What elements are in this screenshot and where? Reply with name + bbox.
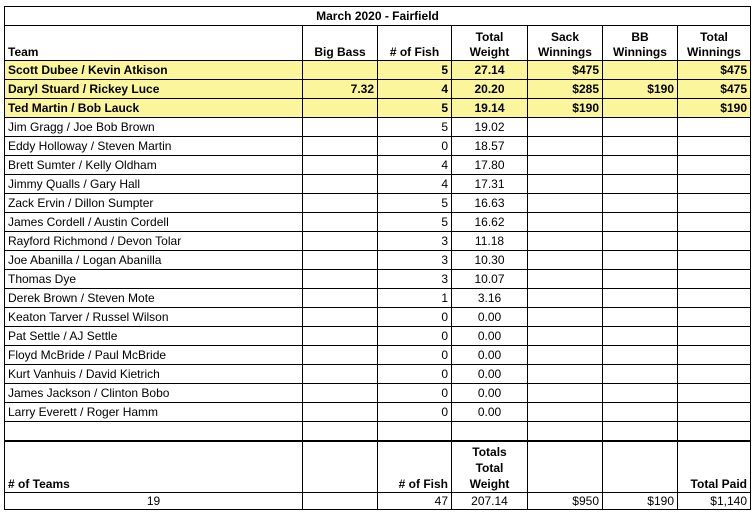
table-row bbox=[5, 327, 751, 346]
footer-value-row bbox=[5, 493, 751, 510]
cell-total bbox=[678, 137, 751, 156]
header-tw-line2: Winnings bbox=[687, 45, 741, 59]
cell-weight: 10.30 bbox=[452, 251, 528, 270]
cell-fish: 3 bbox=[378, 270, 452, 289]
footer-num-fish: 47 bbox=[378, 493, 452, 510]
header-num-fish: # of Fish bbox=[378, 26, 452, 61]
cell-sack bbox=[528, 270, 603, 289]
table-row bbox=[5, 308, 751, 327]
cell-fish: 5 bbox=[378, 213, 452, 232]
cell-weight: 0.00 bbox=[452, 365, 528, 384]
cell-fish: 0 bbox=[378, 346, 452, 365]
cell-big-bass bbox=[303, 251, 378, 270]
cell-fish: 1 bbox=[378, 289, 452, 308]
cell-big-bass bbox=[303, 232, 378, 251]
cell-team: Rayford Richmond / Devon Tolar bbox=[5, 232, 303, 251]
cell-sack bbox=[528, 175, 603, 194]
team-rows bbox=[5, 61, 751, 422]
cell-weight: 0.00 bbox=[452, 346, 528, 365]
blank-cell bbox=[678, 422, 751, 442]
cell-fish: 0 bbox=[378, 137, 452, 156]
table-row bbox=[5, 289, 751, 308]
cell-fish: 5 bbox=[378, 194, 452, 213]
cell-fish: 4 bbox=[378, 80, 452, 99]
table-row bbox=[5, 346, 751, 365]
cell-bb bbox=[603, 156, 678, 175]
header-sack-line1: Sack bbox=[550, 30, 580, 44]
cell-weight: 17.31 bbox=[452, 175, 528, 194]
cell-fish: 4 bbox=[378, 175, 452, 194]
cell-weight: 0.00 bbox=[452, 403, 528, 422]
footer-totals-text: Totals bbox=[472, 445, 507, 459]
cell-team: James Jackson / Clinton Bobo bbox=[5, 384, 303, 403]
cell-bb bbox=[603, 308, 678, 327]
cell-weight: 20.20 bbox=[452, 80, 528, 99]
cell-big-bass: 7.32 bbox=[303, 80, 378, 99]
cell-sack bbox=[528, 384, 603, 403]
cell-total bbox=[678, 118, 751, 137]
header-bb-winnings bbox=[603, 26, 678, 61]
cell-total bbox=[678, 384, 751, 403]
cell-big-bass bbox=[303, 156, 378, 175]
header-bb-line2: Winnings bbox=[613, 45, 667, 59]
cell-team: Ted Martin / Bob Lauck bbox=[5, 99, 303, 118]
cell-total: $190 bbox=[678, 99, 751, 118]
cell-team: Kurt Vanhuis / David Kietrich bbox=[5, 365, 303, 384]
table-row bbox=[5, 137, 751, 156]
cell-team: Derek Brown / Steven Mote bbox=[5, 289, 303, 308]
footer-total-weight-line2: Weight bbox=[469, 477, 510, 491]
cell-weight: 0.00 bbox=[452, 327, 528, 346]
table-row bbox=[5, 118, 751, 137]
cell-weight: 10.07 bbox=[452, 270, 528, 289]
header-row bbox=[5, 26, 751, 61]
cell-weight: 16.62 bbox=[452, 213, 528, 232]
footer-bb-total: $190 bbox=[603, 493, 678, 510]
cell-sack bbox=[528, 308, 603, 327]
cell-team: Jimmy Qualls / Gary Hall bbox=[5, 175, 303, 194]
cell-team: Jim Gragg / Joe Bob Brown bbox=[5, 118, 303, 137]
cell-team: Brett Sumter / Kelly Oldham bbox=[5, 156, 303, 175]
footer-num-teams-label: # of Teams bbox=[5, 441, 303, 493]
cell-team: Pat Settle / AJ Settle bbox=[5, 327, 303, 346]
cell-sack bbox=[528, 403, 603, 422]
cell-fish: 0 bbox=[378, 327, 452, 346]
cell-sack bbox=[528, 346, 603, 365]
header-total-weight-line2: Weight bbox=[469, 45, 510, 59]
cell-fish: 5 bbox=[378, 118, 452, 137]
cell-big-bass bbox=[303, 213, 378, 232]
cell-bb bbox=[603, 99, 678, 118]
cell-bb bbox=[603, 365, 678, 384]
cell-big-bass bbox=[303, 118, 378, 137]
cell-total bbox=[678, 327, 751, 346]
cell-big-bass bbox=[303, 61, 378, 80]
table-row bbox=[5, 61, 751, 80]
cell-bb bbox=[603, 232, 678, 251]
table-row bbox=[5, 194, 751, 213]
header-team: Team bbox=[5, 26, 303, 61]
table-row bbox=[5, 403, 751, 422]
footer-sack-total: $950 bbox=[528, 493, 603, 510]
cell-bb bbox=[603, 175, 678, 194]
cell-weight: 3.16 bbox=[452, 289, 528, 308]
cell-total bbox=[678, 232, 751, 251]
cell-big-bass bbox=[303, 137, 378, 156]
cell-fish: 0 bbox=[378, 308, 452, 327]
cell-big-bass bbox=[303, 365, 378, 384]
cell-sack bbox=[528, 327, 603, 346]
results-table bbox=[4, 6, 751, 510]
cell-big-bass bbox=[303, 270, 378, 289]
cell-weight: 0.00 bbox=[452, 308, 528, 327]
cell-fish: 3 bbox=[378, 251, 452, 270]
cell-weight: 19.14 bbox=[452, 99, 528, 118]
cell-weight: 18.57 bbox=[452, 137, 528, 156]
cell-big-bass bbox=[303, 289, 378, 308]
cell-team: Larry Everett / Roger Hamm bbox=[5, 403, 303, 422]
footer-total-weight-line1: Total bbox=[475, 461, 504, 475]
footer-num-fish-label: # of Fish bbox=[378, 441, 452, 493]
cell-big-bass bbox=[303, 175, 378, 194]
cell-fish: 5 bbox=[378, 61, 452, 80]
cell-bb bbox=[603, 346, 678, 365]
cell-team: Thomas Dye bbox=[5, 270, 303, 289]
cell-sack bbox=[528, 118, 603, 137]
footer-num-teams: 19 bbox=[5, 493, 303, 510]
cell-weight: 16.63 bbox=[452, 194, 528, 213]
cell-big-bass bbox=[303, 384, 378, 403]
cell-sack bbox=[528, 232, 603, 251]
cell-big-bass bbox=[303, 308, 378, 327]
table-row bbox=[5, 175, 751, 194]
footer-label-row bbox=[5, 441, 751, 493]
table-row bbox=[5, 213, 751, 232]
cell-big-bass bbox=[303, 99, 378, 118]
blank-cell bbox=[303, 422, 378, 442]
cell-fish: 4 bbox=[378, 156, 452, 175]
cell-total bbox=[678, 270, 751, 289]
cell-bb: $190 bbox=[603, 80, 678, 99]
footer-empty bbox=[303, 493, 378, 510]
header-total-winnings bbox=[678, 26, 751, 61]
cell-bb bbox=[603, 251, 678, 270]
cell-bb bbox=[603, 270, 678, 289]
cell-bb bbox=[603, 327, 678, 346]
cell-big-bass bbox=[303, 194, 378, 213]
cell-weight: 11.18 bbox=[452, 232, 528, 251]
footer-empty bbox=[303, 441, 378, 493]
cell-fish: 0 bbox=[378, 365, 452, 384]
cell-team: James Cordell / Austin Cordell bbox=[5, 213, 303, 232]
cell-bb bbox=[603, 403, 678, 422]
cell-team: Keaton Tarver / Russel Wilson bbox=[5, 308, 303, 327]
cell-weight: 27.14 bbox=[452, 61, 528, 80]
blank-cell bbox=[603, 422, 678, 442]
cell-sack: $475 bbox=[528, 61, 603, 80]
table-row bbox=[5, 384, 751, 403]
cell-total bbox=[678, 213, 751, 232]
blank-cell bbox=[452, 422, 528, 442]
cell-bb bbox=[603, 137, 678, 156]
cell-sack bbox=[528, 289, 603, 308]
cell-sack bbox=[528, 137, 603, 156]
blank-cell bbox=[528, 422, 603, 442]
cell-big-bass bbox=[303, 346, 378, 365]
cell-total bbox=[678, 251, 751, 270]
cell-big-bass bbox=[303, 327, 378, 346]
cell-big-bass bbox=[303, 403, 378, 422]
cell-total bbox=[678, 156, 751, 175]
cell-sack bbox=[528, 213, 603, 232]
blank-cell bbox=[378, 422, 452, 442]
cell-total bbox=[678, 346, 751, 365]
header-tw-line1: Total bbox=[700, 30, 728, 44]
footer-total-weight: 207.14 bbox=[452, 493, 528, 510]
cell-total: $475 bbox=[678, 61, 751, 80]
cell-fish: 0 bbox=[378, 403, 452, 422]
table-row bbox=[5, 365, 751, 384]
footer-empty bbox=[603, 441, 678, 493]
table-row bbox=[5, 270, 751, 289]
cell-total bbox=[678, 308, 751, 327]
cell-bb bbox=[603, 118, 678, 137]
cell-bb bbox=[603, 384, 678, 403]
footer-total-paid-label: Total Paid bbox=[678, 441, 751, 493]
cell-bb bbox=[603, 213, 678, 232]
cell-team: Floyd McBride / Paul McBride bbox=[5, 346, 303, 365]
footer-totals-label bbox=[452, 441, 528, 493]
cell-team: Eddy Holloway / Steven Martin bbox=[5, 137, 303, 156]
cell-sack bbox=[528, 365, 603, 384]
cell-weight: 19.02 bbox=[452, 118, 528, 137]
cell-total bbox=[678, 365, 751, 384]
header-bb-line1: BB bbox=[631, 30, 649, 44]
table-row bbox=[5, 251, 751, 270]
cell-sack bbox=[528, 156, 603, 175]
header-big-bass: Big Bass bbox=[303, 26, 378, 61]
cell-total bbox=[678, 289, 751, 308]
header-total-weight-line1: Total bbox=[475, 30, 504, 44]
cell-sack bbox=[528, 194, 603, 213]
cell-fish: 0 bbox=[378, 384, 452, 403]
cell-weight: 0.00 bbox=[452, 384, 528, 403]
header-total-weight bbox=[452, 26, 528, 61]
cell-total bbox=[678, 403, 751, 422]
cell-bb bbox=[603, 61, 678, 80]
table-row bbox=[5, 80, 751, 99]
blank-row bbox=[5, 422, 751, 442]
cell-weight: 17.80 bbox=[452, 156, 528, 175]
header-sack-line2: Winnings bbox=[538, 45, 592, 59]
header-sack-winnings bbox=[528, 26, 603, 61]
cell-sack: $190 bbox=[528, 99, 603, 118]
cell-team: Zack Ervin / Dillon Sumpter bbox=[5, 194, 303, 213]
table-title: March 2020 - Fairfield bbox=[5, 7, 751, 26]
cell-bb bbox=[603, 289, 678, 308]
footer-empty bbox=[528, 441, 603, 493]
table-row bbox=[5, 232, 751, 251]
cell-sack bbox=[528, 251, 603, 270]
cell-team: Daryl Stuard / Rickey Luce bbox=[5, 80, 303, 99]
table-row bbox=[5, 156, 751, 175]
cell-bb bbox=[603, 194, 678, 213]
cell-team: Joe Abanilla / Logan Abanilla bbox=[5, 251, 303, 270]
footer-total-paid: $1,140 bbox=[678, 493, 751, 510]
cell-team: Scott Dubee / Kevin Atkison bbox=[5, 61, 303, 80]
cell-fish: 3 bbox=[378, 232, 452, 251]
cell-total: $475 bbox=[678, 80, 751, 99]
cell-sack: $285 bbox=[528, 80, 603, 99]
table-row bbox=[5, 99, 751, 118]
cell-total bbox=[678, 194, 751, 213]
cell-total bbox=[678, 175, 751, 194]
cell-fish: 5 bbox=[378, 99, 452, 118]
blank-cell bbox=[5, 422, 303, 442]
